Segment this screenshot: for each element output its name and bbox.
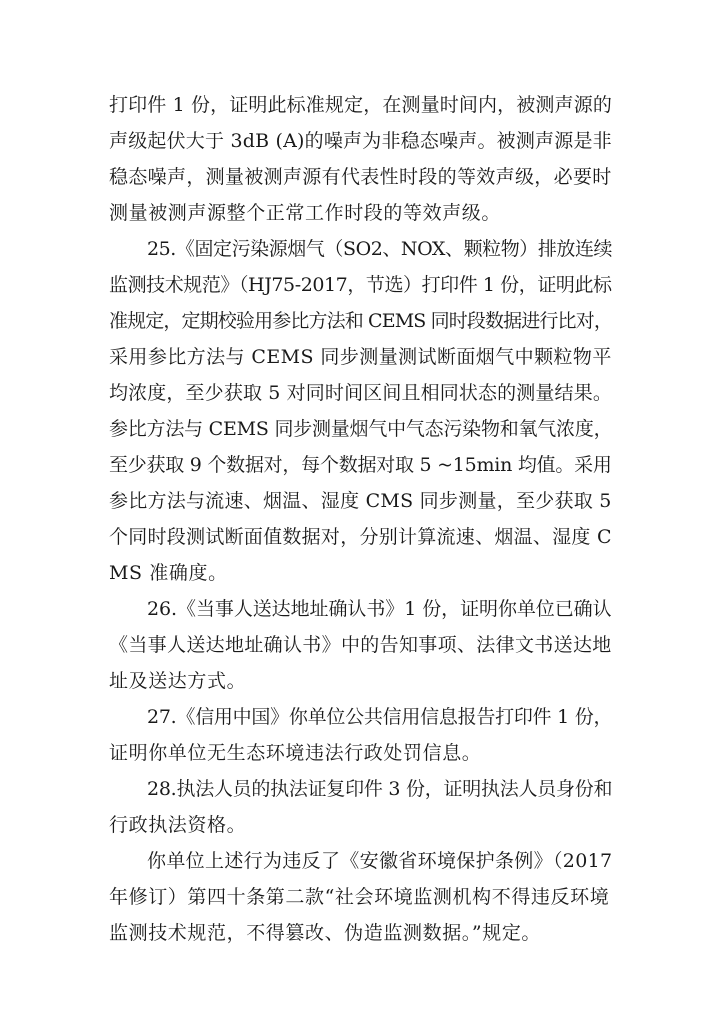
text-line: 采用参比方法与 CEMS 同步测量测试断面烟气中颗粒物平: [109, 346, 612, 368]
text-line: MS 准确度。: [109, 562, 228, 584]
text-line: 《当事人送达地址确认书》中的告知事项、法律文书送达地: [109, 634, 612, 656]
text-line: 参比方法与 CEMS 同步测量烟气中气态污染物和氧气浓度，: [109, 418, 613, 440]
text-line: 监测技术规范，不得篡改、伪造监测数据。”规定。: [109, 922, 542, 944]
text-line: 26.《当事人送达地址确认书》1 份，证明你单位已确认: [147, 598, 612, 620]
text-line: 27.《信用中国》你单位公共信用信息报告打印件 1 份，: [147, 706, 613, 728]
text-line: 至少获取 9 个数据对，每个数据对取 5 ~15min 均值。采用: [109, 454, 612, 476]
text-line: 年修订）第四十条第二款“社会环境监测机构不得违反环境: [109, 886, 610, 908]
text-line: 稳态噪声，测量被测声源有代表性时段的等效声级，必要时: [109, 166, 612, 188]
text-line: 个同时段测试断面值数据对，分别计算流速、烟温、湿度 C: [109, 526, 612, 548]
text-line: 测量被测声源整个正常工作时段的等效声级。: [109, 202, 502, 224]
text-line: 证明你单位无生态环境违法行政处罚信息。: [109, 742, 482, 764]
text-line: 监测技术规范》（HJ75-2017，节选）打印件 1 份，证明此标: [109, 274, 612, 296]
text-line: 参比方法与流速、烟温、湿度 CMS 同步测量，至少获取 5: [109, 490, 612, 512]
text-line: 你单位上述行为违反了《安徽省环境保护条例》（2017: [147, 850, 613, 872]
text-line: 声级起伏大于 3dB (A)的噪声为非稳态噪声。被测声源是非: [109, 130, 612, 152]
text-line: 28.执法人员的执法证复印件 3 份，证明执法人员身份和: [147, 778, 613, 800]
text-line: 址及送达方式。: [109, 670, 247, 692]
text-line: 准规定，定期校验用参比方法和 CEMS 同时段数据进行比对，: [109, 310, 612, 332]
text-line: 均浓度，至少获取 5 对同时间区间且相同状态的测量结果。: [109, 382, 612, 404]
text-line: 25.《固定污染源烟气（SO2、NOX、颗粒物）排放连续: [147, 238, 613, 260]
text-line: 行政执法资格。: [109, 814, 247, 836]
text-line: 打印件 1 份，证明此标准规定，在测量时间内，被测声源的: [109, 94, 612, 116]
